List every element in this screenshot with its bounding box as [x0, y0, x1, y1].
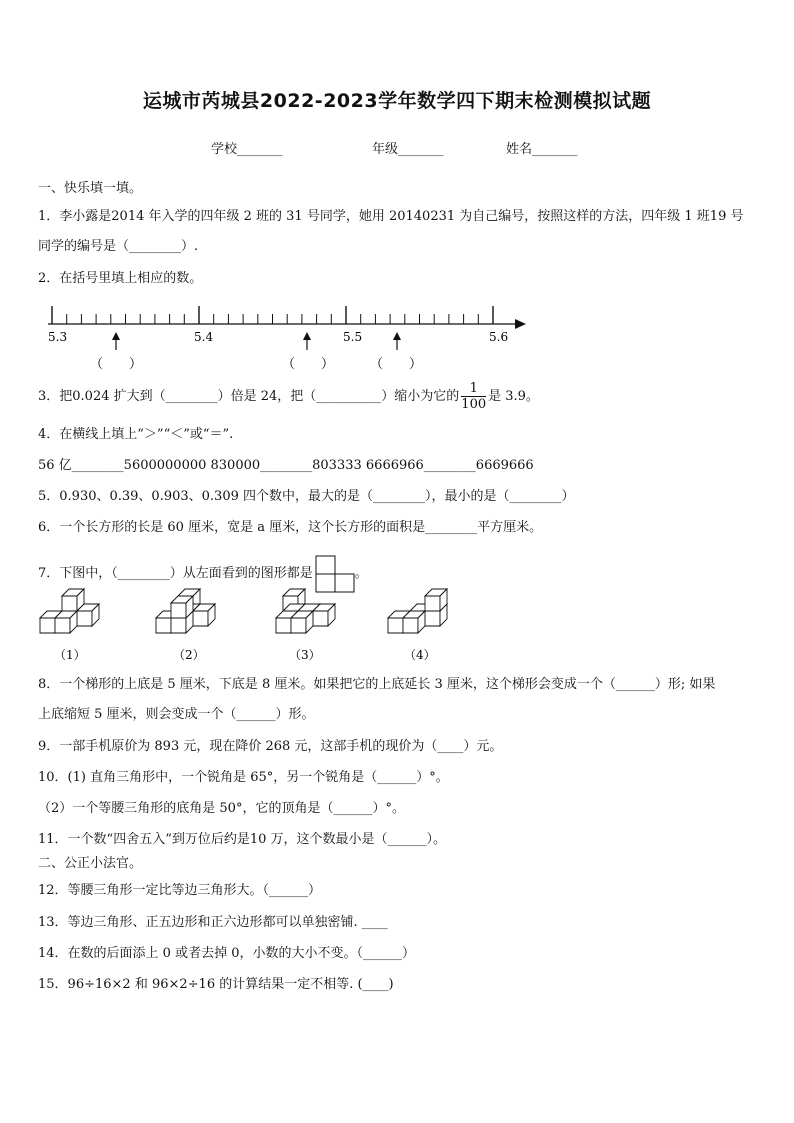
question-13: 13．等边三角形、正五边形和正六边形都可以单独密铺. ____ [38, 915, 388, 930]
question-14: 14．在数的后面添上 0 或者去掉 0，小数的大小不变。（______） [38, 946, 415, 961]
question-3 [38, 381, 539, 412]
school-field: 学校_______ [211, 142, 283, 157]
question-1-line-1: 1．李小露是2014 年入学的四年级 2 班的 31 号同学，她用 20140231 为自己编号，按照这样的方法，四年级 1 班19 号 [38, 209, 744, 224]
number-line-figure [44, 298, 534, 378]
answer-bracket-1: （ ） [90, 357, 143, 372]
question-6: 6．一个长方形的长是 60 厘米，宽是 a 厘米，这个长方形的面积是________平方厘米。 [38, 520, 543, 535]
cube [171, 596, 193, 618]
question-2: 2．在括号里填上相应的数。 [38, 271, 203, 286]
question-15: 15．96÷16×2 和 96×2÷16 的计算结果一定不相等. (____) [38, 977, 394, 992]
cube [403, 611, 425, 633]
pointer-arrow-1 [112, 332, 120, 350]
grade-field: 年级_______ [372, 142, 444, 157]
page-title: 运城市芮城县2022-2023学年数学四下期末检测模拟试题 [142, 90, 652, 112]
cube [77, 604, 99, 626]
tick-label-5-3: 5.3 [48, 330, 68, 344]
number-line-arrowhead [515, 319, 526, 329]
question-4-line-1: 4．在横线上填上“＞”“＜”或“＝”. [38, 427, 234, 442]
answer-bracket-3: （ ） [370, 357, 423, 372]
tick-label-5-5: 5.5 [343, 330, 363, 344]
question-4-line-2: 56 亿________5600000000 830000________803333 6666966________6669666 [38, 458, 534, 473]
question-10-line-1: 10．(1) 直角三角形中，一个锐角是 65°，另一个锐角是（______）°。 [38, 770, 449, 785]
number-line-ticks [52, 306, 493, 324]
cube-figure-3 [276, 589, 335, 633]
question-8-line-2: 上底缩短 5 厘米，则会变成一个（______）形。 [38, 707, 315, 722]
cube [55, 611, 77, 633]
question-9: 9．一部手机原价为 893 元，现在降价 268 元，这部手机的现价为（____）元。 [38, 739, 503, 754]
question-3-part-1: 3．把0.024 扩大到（________）倍是 24，把（__________）缩小为它的 [38, 388, 460, 404]
cube-figures [30, 586, 470, 668]
section-2-heading: 二、公正小法官。 [38, 856, 143, 871]
question-10-line-2: （2）一个等腰三角形的底角是 50°，它的顶角是（______）°。 [38, 801, 405, 816]
section-1-heading: 一、快乐填一填。 [38, 181, 143, 196]
question-8-line-1: 8．一个梯形的上底是 5 厘米，下底是 8 厘米。如果把它的上底延长 3 厘米，这个梯形会变成一个（______）形; 如果 [38, 677, 716, 692]
cube [425, 589, 447, 611]
question-1-line-2: 同学的编号是（________）. [38, 239, 199, 254]
cube-figure-4 [388, 589, 447, 633]
fraction-denominator: 100 [461, 397, 487, 412]
fraction-one-hundredth [461, 381, 486, 412]
figure-label-4: （4） [404, 648, 436, 662]
question-5: 5．0.930、0.39、0.903、0.309 四个数中，最大的是（________），最小的是（________） [38, 489, 575, 504]
cube [193, 604, 215, 626]
pointer-arrow-2 [303, 332, 311, 350]
cube-figure-2 [156, 589, 215, 633]
cube-figure-1 [40, 589, 99, 633]
fraction-numerator: 1 [461, 381, 486, 397]
tick-label-5-6: 5.6 [489, 330, 509, 344]
cube [291, 611, 313, 633]
pointer-arrow-3 [393, 332, 401, 350]
figure-label-3: （3） [289, 648, 321, 662]
tick-label-5-4: 5.4 [194, 330, 214, 344]
question-7-end: 。 [354, 566, 368, 581]
figure-label-1: （1） [54, 648, 86, 662]
name-field: 姓名_______ [506, 142, 578, 157]
question-3-part-2: 是 3.9。 [488, 388, 539, 404]
question-7-text: 7．下图中，（________）从左面看到的图形都是 [38, 566, 313, 581]
question-11: 11．一个数“四舍五入”到万位后约是10 万，这个数最小是（______）。 [38, 832, 447, 847]
answer-bracket-2: （ ） [282, 357, 335, 372]
question-12: 12．等腰三角形一定比等边三角形大。（______） [38, 883, 322, 898]
cube [313, 604, 335, 626]
figure-label-2: （2） [173, 648, 205, 662]
